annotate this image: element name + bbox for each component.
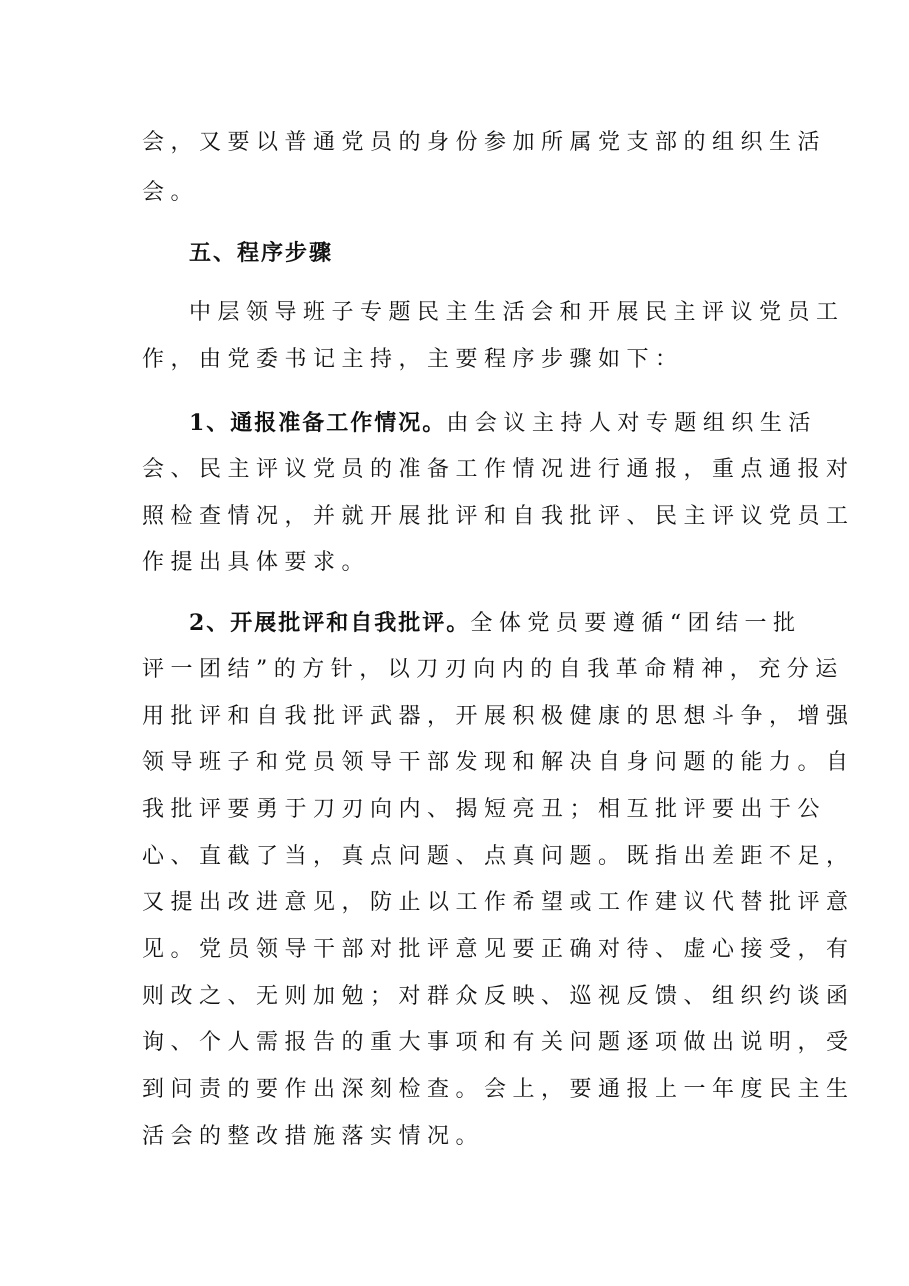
paragraph-line: 作提出具体要求。 — [142, 550, 371, 575]
paragraph-line: 会，又要以普通党员的身份参加所属党支部的组织生活 — [142, 130, 827, 155]
paragraph-line: 照检查情况，并就开展批评和自我批评、民主评议党员工 — [142, 504, 855, 529]
item-1-text: 由会议主持人对专题组织生活 — [446, 411, 817, 436]
paragraph-line: 又提出改进意见，防止以工作希望或工作建议代替批评意 — [142, 890, 855, 915]
paragraph-line: 领导班子和党员领导干部发现和解决自身问题的能力。自 — [142, 750, 855, 775]
paragraph-line: 作，由党委书记主持，主要程序步骤如下： — [142, 347, 684, 372]
paragraph-line: 见。党员领导干部对批评意见要正确对待、虚心接受，有 — [142, 937, 855, 962]
section-heading: 五、程序步骤 — [189, 240, 334, 266]
paragraph-line: 询、个人需报告的重大事项和有关问题逐项做出说明，受 — [142, 1030, 855, 1055]
item-2-title: 2、开展批评和自我批评。 — [189, 610, 471, 636]
paragraph-line: 活会的整改措施落实情况。 — [142, 1124, 485, 1149]
paragraph-line: 评一团结”的方针，以刀刃向内的自我革命精神，充分运 — [142, 657, 844, 682]
paragraph-line: 则改之、无则加勉；对群众反映、巡视反馈、组织约谈函 — [142, 984, 855, 1009]
paragraph-line — [189, 608, 802, 639]
item-2-text: 全体党员要遵循“团结一批 — [470, 611, 802, 636]
paragraph-line: 到问责的要作出深刻检查。会上，要通报上一年度民主生 — [142, 1077, 855, 1102]
paragraph-line: 我批评要勇于刀刃向内、揭短亮丑；相互批评要出于公 — [142, 797, 827, 822]
paragraph-line: 心、直截了当，真点问题、点真问题。既指出差距不足， — [142, 844, 855, 869]
paragraph-line: 会。 — [142, 180, 200, 205]
item-1-title: 1、通报准备工作情况。 — [189, 410, 447, 436]
paragraph-line: 用批评和自我批评武器，开展积极健康的思想斗争，增强 — [142, 704, 855, 729]
paragraph-line — [189, 408, 817, 439]
paragraph-line: 中层领导班子专题民主生活会和开展民主评议党员工 — [189, 300, 845, 325]
paragraph-line: 会、民主评议党员的准备工作情况进行通报，重点通报对 — [142, 457, 855, 482]
